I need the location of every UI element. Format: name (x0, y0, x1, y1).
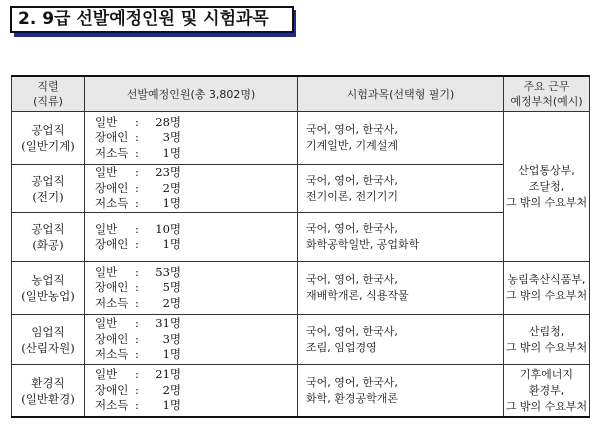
table-row (12, 213, 590, 262)
dept-cell: 농림축산식품부, 그 밖의 수요부처 (504, 262, 590, 315)
seat-line: 장애인 : 2명 (95, 180, 181, 195)
seat-line: 저소득 : 1명 (95, 347, 181, 362)
seat-line: 일반 : 31명 (95, 316, 181, 331)
section-title-box (10, 6, 294, 33)
seat-line: 일반 : 10명 (95, 221, 181, 236)
seat-line: 저소득 : 2명 (95, 295, 181, 310)
seat-line: 장애인 : 2명 (95, 382, 181, 397)
rank-cell: 공업직 (화공) (12, 213, 85, 262)
header-dept: 주요 근무 예정부처(예시) (504, 76, 590, 112)
subjects-cell: 국어, 영어, 한국사, 전기이론, 전기기기 (298, 165, 504, 213)
seat-line: 장애인 : 5명 (95, 280, 181, 295)
subjects-cell: 국어, 영어, 한국사, 화학공학일반, 공업화학 (298, 213, 504, 262)
table-row (12, 315, 590, 365)
seat-line: 저소득 : 1명 (95, 145, 181, 160)
seats-cell (85, 165, 298, 213)
seat-line: 일반 : 21명 (95, 367, 181, 382)
header-rank: 직렬 (직류) (12, 76, 85, 112)
rank-cell: 공업직 (전기) (12, 165, 85, 213)
rank-cell: 환경직 (일반환경) (12, 365, 85, 418)
rank-cell: 임업직 (산림자원) (12, 315, 85, 365)
dept-cell: 기후에너지 환경부, 그 밖의 수요부처 (504, 365, 590, 418)
subjects-cell: 국어, 영어, 한국사, 화학, 환경공학개론 (298, 365, 504, 418)
subjects-cell: 국어, 영어, 한국사, 조림, 임업경영 (298, 315, 504, 365)
seat-line: 장애인 : 3명 (95, 331, 181, 346)
rank-cell: 농업직 (일반농업) (12, 262, 85, 315)
recruitment-table (11, 75, 590, 418)
seat-line: 저소득 : 1명 (95, 196, 181, 211)
seats-cell (85, 262, 298, 315)
rank-cell: 공업직 (일반기계) (12, 112, 85, 165)
section-title: 2. 9급 선발예정인원 및 시험과목 (10, 6, 294, 33)
seats-cell (85, 112, 298, 165)
seat-line: 일반 : 23명 (95, 165, 181, 180)
subjects-cell: 국어, 영어, 한국사, 기계일반, 기계설계 (298, 112, 504, 165)
header-seats: 선발예정인원(총 3,802명) (85, 76, 298, 112)
seat-line: 저소득 : 1명 (95, 398, 181, 413)
seats-cell (85, 365, 298, 418)
dept-cell: 산림청, 그 밖의 수요부처 (504, 315, 590, 365)
dept-cell: 산업통상부, 조달청, 그 밖의 수요부처 (504, 112, 590, 262)
seat-line: 일반 : 53명 (95, 264, 181, 279)
seat-line: 장애인 : 3명 (95, 130, 181, 145)
table-row (12, 365, 590, 418)
seat-line: 일반 : 28명 (95, 114, 181, 129)
subjects-cell: 국어, 영어, 한국사, 재배학개론, 식용작물 (298, 262, 504, 315)
seats-cell (85, 315, 298, 365)
table-row (12, 112, 590, 165)
table-row (12, 262, 590, 315)
table-row (12, 165, 590, 213)
header-subjects: 시험과목(선택형 필기) (298, 76, 504, 112)
seats-cell (85, 213, 298, 262)
table-header-row (12, 76, 590, 112)
seat-line: 장애인 : 1명 (95, 237, 181, 251)
